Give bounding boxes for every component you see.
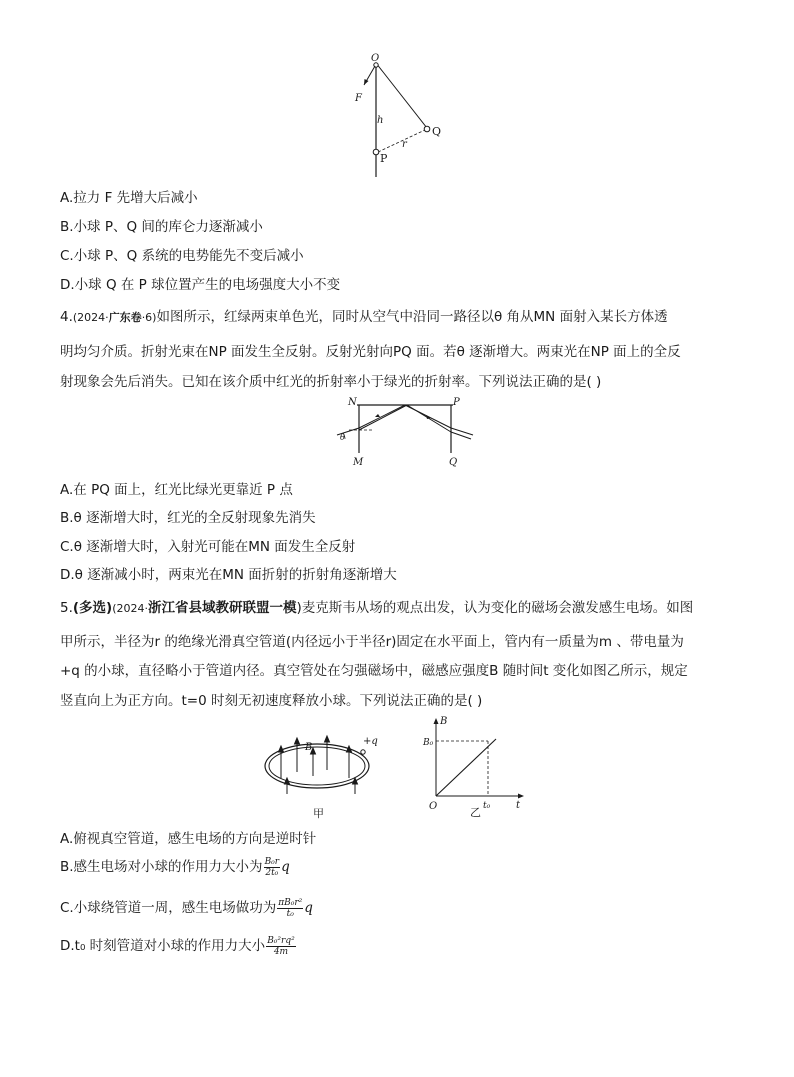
q5-stem-line4: 竖直向上为正方向。t=0 时刻无初速度释放小球。下列说法正确的是( ): [60, 693, 483, 709]
q5-stem-text1: 麦克斯韦从场的观点出发，认为变化的磁场会激发感生电场。如图: [301, 600, 694, 616]
label-P2: P: [453, 397, 460, 408]
q5-option-c-text: C.小球绕管道一周，感生电场做功为: [60, 900, 277, 916]
q5-option-a[interactable]: A.俯视真空管道，感生电场的方向是逆时针: [60, 831, 317, 847]
q5-stem-line3: +q 的小球，直径略小于管道内径。真空管处在匀强磁场中，磁感应强度B 随时间t 变化如图乙所示，规定: [60, 663, 688, 679]
fraction-denominator: t₀: [286, 908, 294, 919]
fraction-numerator: πB₀r²: [278, 897, 303, 908]
q5-source-suffix: ): [296, 600, 302, 616]
q5-tag: (多选): [72, 600, 113, 616]
label-theta: θ: [340, 433, 345, 442]
prism-figure: [335, 395, 475, 470]
q4-option-c[interactable]: C.θ 逐渐增大时，入射光可能在MN 面发生全反射: [60, 539, 356, 555]
label-h: h: [377, 115, 384, 126]
q4-option-a[interactable]: A.在 PQ 面上，红光比绿光更靠近 P 点: [60, 482, 293, 498]
q4-stem-line1: [60, 305, 668, 325]
q3-option-d[interactable]: D.小球 Q 在 P 球位置产生的电场强度大小不变: [60, 277, 341, 293]
q5-option-c-tail: q: [304, 900, 313, 916]
q5-option-b-text: B.感生电场对小球的作用力大小为: [60, 859, 263, 875]
label-P: P: [380, 152, 388, 165]
q4-option-b[interactable]: B.θ 逐渐增大时，红光的全反射现象先消失: [60, 510, 316, 526]
label-Q: Q: [432, 125, 442, 138]
q3-option-b[interactable]: B.小球 P、Q 间的库仑力逐渐减小: [60, 219, 263, 235]
q5-source-bold: 浙江省县域教研联盟一模: [148, 600, 297, 616]
label-B0-yi: B₀: [423, 738, 434, 748]
ring-figure: [255, 722, 385, 822]
q5-option-b-tail: q: [281, 859, 290, 875]
label-q-jia: +q: [363, 736, 378, 747]
q4-source-suffix: ·6): [141, 311, 157, 324]
q4-option-d[interactable]: D.θ 逐渐减小时，两束光在MN 面折射的折射角逐渐增大: [60, 567, 397, 583]
q4-stem-line2: 明均匀介质。折射光束在NP 面发生全反射。反射光射向PQ 面。若θ 逐渐增大。两束光在NP 面上的全反: [60, 344, 681, 360]
fraction-denominator: 2t₀: [265, 867, 279, 878]
b-t-graph: [420, 712, 530, 820]
q4-source-bold: 广东卷: [108, 311, 142, 324]
caption-jia: 甲: [313, 807, 324, 820]
q4-source-prefix: (2024·: [72, 311, 109, 324]
label-B-yi: B: [440, 716, 448, 727]
label-t0-yi: t₀: [483, 801, 491, 811]
q5-option-c-fraction: [277, 898, 303, 919]
label-B-jia: B: [305, 742, 313, 753]
fraction-numerator: B₀²rq²: [267, 935, 295, 946]
q5-option-c[interactable]: [60, 896, 313, 919]
fraction-denominator: 4m: [273, 946, 289, 957]
q3-option-a[interactable]: A.拉力 F 先增大后减小: [60, 190, 198, 206]
caption-yi: 乙: [470, 806, 481, 819]
label-M: M: [353, 457, 364, 468]
q4-stem-line3: 射现象会先后消失。已知在该介质中红光的折射率小于绿光的折射率。下列说法正确的是( ): [60, 374, 602, 390]
q5-source-prefix: (2024·: [112, 602, 149, 615]
q4-number: 4.: [60, 309, 73, 325]
q3-option-c[interactable]: C.小球 P、Q 系统的电势能先不变后减小: [60, 248, 304, 264]
q5-option-d[interactable]: [60, 934, 297, 957]
label-Q2: Q: [449, 457, 458, 468]
fraction-numerator: B₀r: [264, 856, 280, 867]
q4-stem-text1: 如图所示，红绿两束单色光，同时从空气中沿同一路径以θ 角从MN 面射入某长方体透: [156, 309, 668, 325]
q5-stem-line1: [60, 596, 693, 616]
label-O-yi: O: [429, 801, 438, 812]
q5-option-d-fraction: [266, 936, 296, 957]
label-F: F: [355, 93, 362, 104]
q5-stem-line2: 甲所示，半径为r 的绝缘光滑真空管道(内径远小于半径r)固定在水平面上，管内有一质量为m 、带电量为: [60, 634, 684, 650]
q5-option-d-text: D.t₀ 时刻管道对小球的作用力大小: [60, 938, 266, 954]
label-N: N: [348, 397, 357, 408]
label-t-yi: t: [516, 800, 521, 811]
label-r: r: [402, 139, 407, 150]
label-O: O: [371, 53, 380, 64]
q5-number: 5.: [60, 600, 73, 616]
pendulum-figure: [340, 55, 460, 185]
q5-option-b-fraction: [264, 857, 281, 878]
q5-option-b[interactable]: [60, 855, 290, 878]
